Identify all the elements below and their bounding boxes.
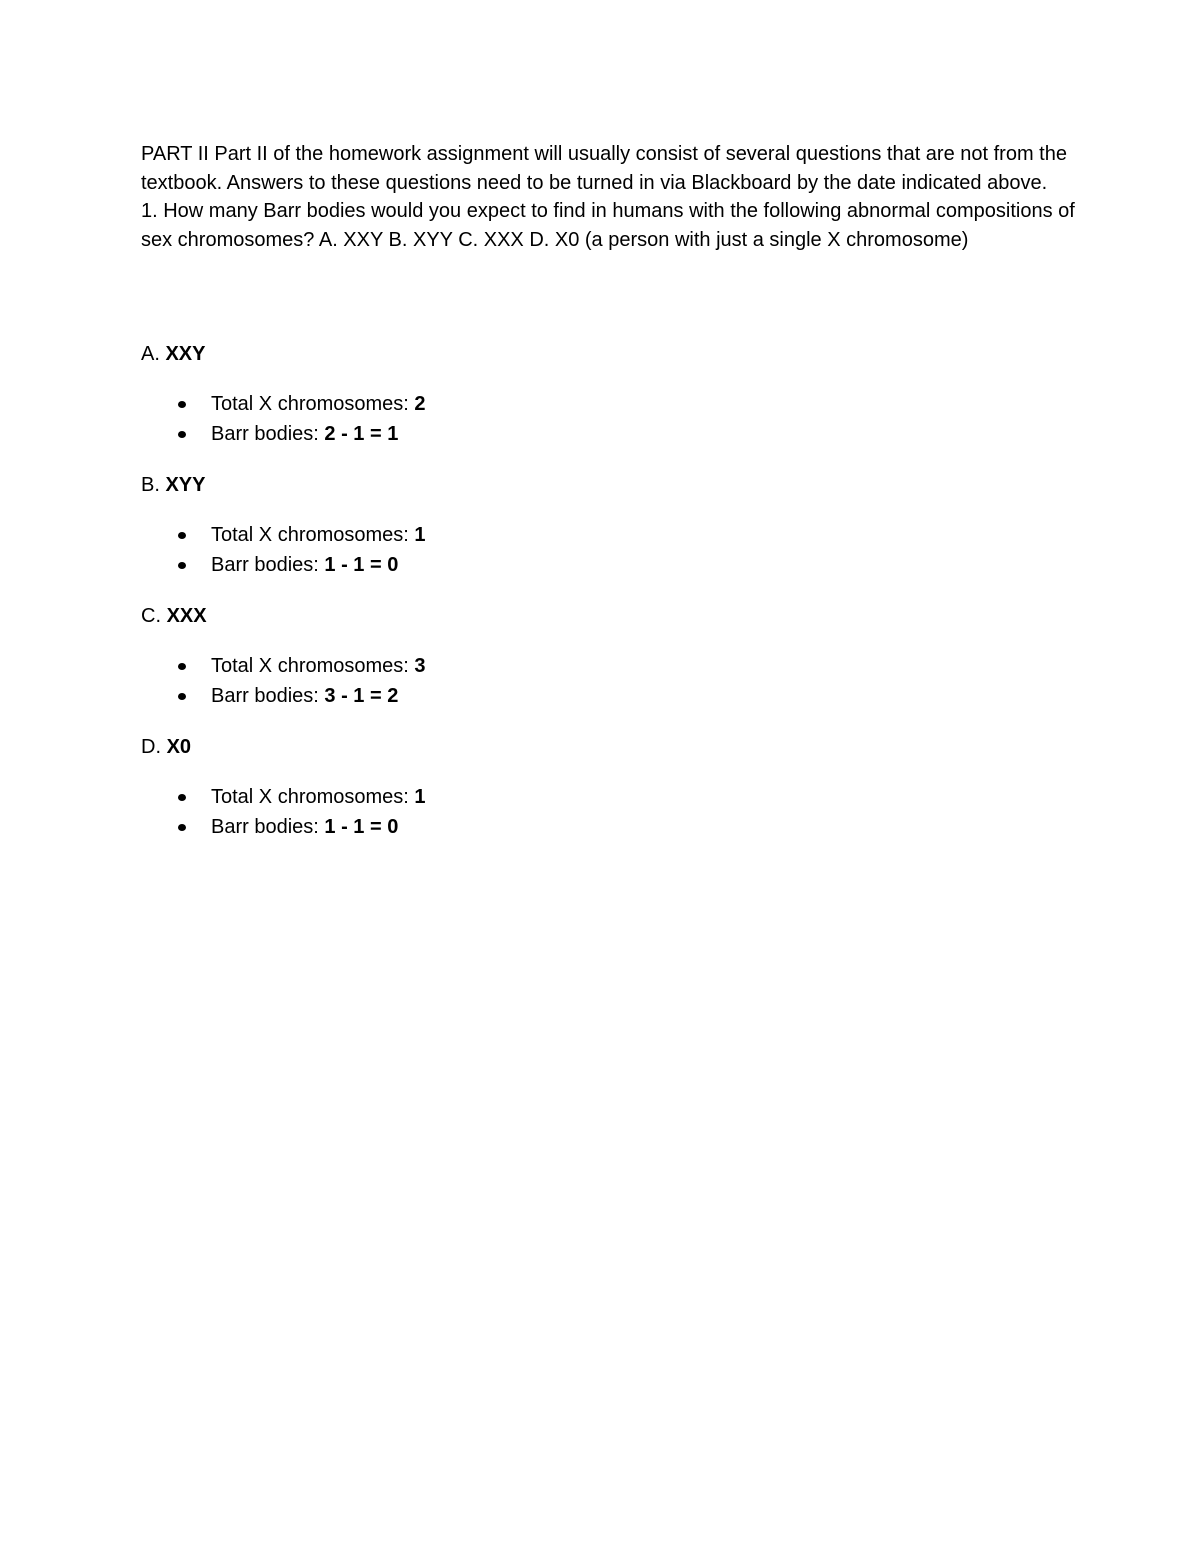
section-heading: [141, 340, 1081, 368]
barr-value: 1 - 1 = 0: [324, 553, 399, 576]
list-item: [141, 550, 1081, 580]
total-value: 1: [414, 523, 426, 546]
list-item: [141, 681, 1081, 711]
intro-block: [141, 140, 1081, 255]
answer-section-b: [141, 471, 1081, 580]
bullet-list: [141, 651, 1081, 711]
section-letter: D.: [141, 735, 161, 758]
bullet-list: [141, 782, 1081, 842]
question-1: 1. How many Barr bodies would you expect to find in humans with the following abnormal compositions of sex chromosomes? A. XXY B. XYY C. XXX D. X0 (a person with just a single X chromosome): [141, 200, 1075, 252]
list-item: [141, 419, 1081, 449]
barr-value: 2 - 1 = 1: [324, 422, 399, 445]
bullet-list: [141, 389, 1081, 449]
list-item: [141, 782, 1081, 812]
section-heading: [141, 471, 1081, 499]
list-item: [141, 389, 1081, 419]
bullet-icon: [178, 663, 186, 670]
barr-label: Barr bodies:: [211, 684, 319, 707]
total-value: 3: [414, 654, 426, 677]
total-label: Total X chromosomes:: [211, 523, 409, 546]
bullet-icon: [178, 693, 186, 700]
bullet-list: [141, 520, 1081, 580]
section-genotype: XXY: [165, 342, 206, 365]
section-letter: C.: [141, 604, 161, 627]
total-value: 1: [414, 785, 426, 808]
section-heading: [141, 733, 1081, 761]
answers-block: [141, 340, 1081, 842]
barr-label: Barr bodies:: [211, 422, 319, 445]
section-genotype: X0: [166, 735, 192, 758]
section-letter: A.: [141, 342, 160, 365]
answer-section-a: [141, 340, 1081, 449]
section-letter: B.: [141, 473, 160, 496]
barr-value: 3 - 1 = 2: [324, 684, 399, 707]
total-label: Total X chromosomes:: [211, 785, 409, 808]
section-heading: [141, 602, 1081, 630]
bullet-icon: [178, 794, 186, 801]
bullet-icon: [178, 824, 186, 831]
list-item: [141, 651, 1081, 681]
total-label: Total X chromosomes:: [211, 392, 409, 415]
list-item: [141, 520, 1081, 550]
bullet-icon: [178, 562, 186, 569]
bullet-icon: [178, 532, 186, 539]
barr-label: Barr bodies:: [211, 815, 319, 838]
total-label: Total X chromosomes:: [211, 654, 409, 677]
list-item: [141, 812, 1081, 842]
answer-section-c: [141, 602, 1081, 711]
bullet-icon: [178, 431, 186, 438]
barr-label: Barr bodies:: [211, 553, 319, 576]
bullet-icon: [178, 401, 186, 408]
intro-paragraph: PART II Part II of the homework assignment will usually consist of several questions that are not from the textbook. Answers to these questions need to be turned in via Blackboard by the date indicated above.: [141, 143, 1067, 194]
section-genotype: XYY: [165, 473, 206, 496]
answer-section-d: [141, 733, 1081, 842]
section-genotype: XXX: [166, 604, 207, 627]
barr-value: 1 - 1 = 0: [324, 815, 399, 838]
total-value: 2: [414, 392, 426, 415]
document-page: [141, 140, 1081, 864]
